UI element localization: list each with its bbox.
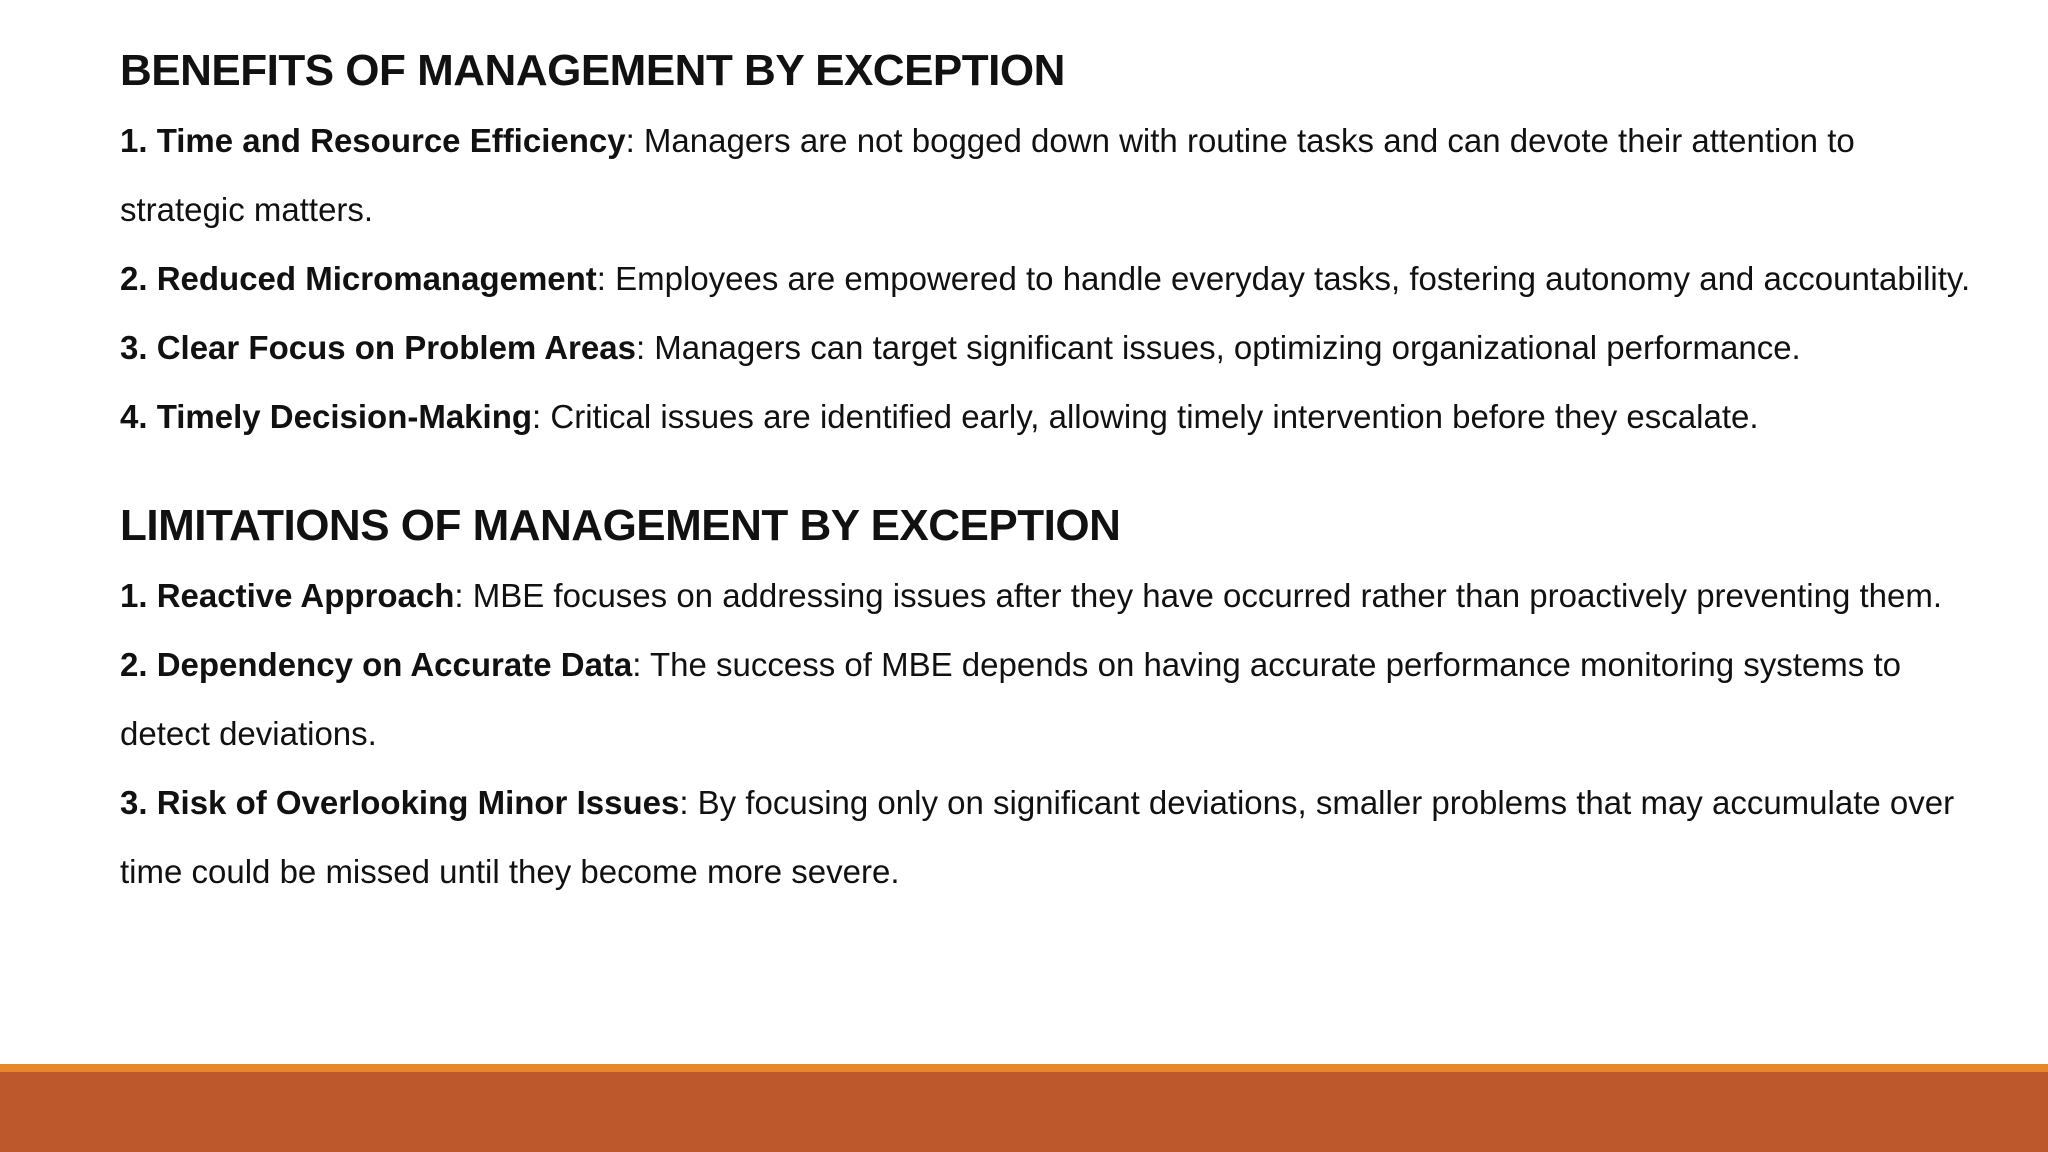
limitation-term: 1. Reactive Approach — [120, 577, 455, 614]
limitation-text: : By focusing only on significant deviations, smaller problems that may accumulate over time could be missed until they become more severe. — [120, 784, 1955, 890]
benefit-text: : Critical issues are identified early, allowing timely intervention before they escalate. — [532, 398, 1759, 435]
limitation-text: : The success of MBE depends on having accurate performance monitoring systems to detect deviations. — [120, 646, 1901, 752]
limitation-item — [120, 561, 1980, 630]
benefit-item — [120, 106, 1980, 244]
benefit-item — [120, 382, 1980, 451]
benefit-text: : Employees are empowered to handle everyday tasks, fostering autonomy and accountability. — [596, 260, 1971, 297]
limitation-term: 2. Dependency on Accurate Data — [120, 646, 633, 683]
limitations-heading: LIMITATIONS OF MANAGEMENT BY EXCEPTION — [120, 501, 1121, 550]
benefit-term: 2. Reduced Micromanagement — [120, 260, 597, 297]
limitation-term: 3. Risk of Overlooking Minor Issues — [120, 784, 680, 821]
benefits-heading: BENEFITS OF MANAGEMENT BY EXCEPTION — [120, 46, 1065, 95]
limitation-item — [120, 630, 1980, 768]
benefit-text: : Managers can target significant issues, optimizing organizational performance. — [635, 329, 1801, 366]
footer-band — [0, 1064, 2048, 1152]
slide-content — [120, 42, 1980, 906]
benefit-item — [120, 244, 1980, 313]
benefit-text: : Managers are not bogged down with routine tasks and can devote their attention to strategic matters. — [120, 122, 1855, 228]
benefit-item — [120, 313, 1980, 382]
limitation-text: : MBE focuses on addressing issues after they have occurred rather than proactively preventing them. — [454, 577, 1943, 614]
benefit-term: 3. Clear Focus on Problem Areas — [120, 329, 636, 366]
benefit-term: 4. Timely Decision-Making — [120, 398, 533, 435]
limitation-item — [120, 768, 1980, 906]
benefit-term: 1. Time and Resource Efficiency — [120, 122, 626, 159]
